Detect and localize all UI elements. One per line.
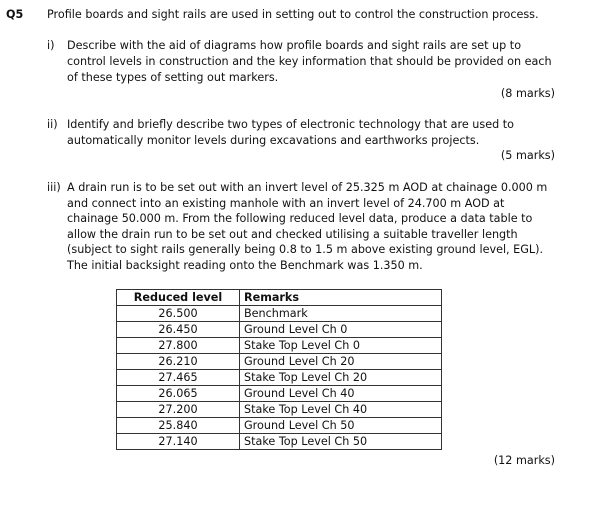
header-reduced-level: Reduced level [117, 290, 240, 306]
remarks-cell: Stake Top Level Ch 40 [240, 402, 442, 418]
reduced-level-cell: 27.200 [117, 402, 240, 418]
part-ii-marks: (5 marks) [500, 149, 555, 162]
part-iii-line-6: The initial backsight reading onto the Benchmark was 1.350 m. [67, 259, 423, 272]
remarks-cell: Benchmark [240, 306, 442, 322]
table-row [117, 434, 442, 450]
remarks-cell: Stake Top Level Ch 0 [240, 338, 442, 354]
table-row [117, 354, 442, 370]
part-iii-line-2: and connect into an existing manhole with an invert level of 24.700 m AOD at [67, 197, 505, 210]
part-iii-line-3: chainage 50.000 m. From the following reduced level data, produce a data table to [67, 212, 533, 225]
remarks-cell: Ground Level Ch 50 [240, 418, 442, 434]
part-ii-label: ii) [47, 118, 58, 131]
part-i-line-2: control levels in construction and the key information that should be provided on each [67, 55, 552, 68]
part-ii-line-2: automatically monitor levels during excavations and earthworks projects. [67, 134, 480, 147]
part-iii-label: iii) [47, 181, 61, 194]
remarks-cell: Ground Level Ch 20 [240, 354, 442, 370]
reduced-level-cell: 26.210 [117, 354, 240, 370]
part-i-line-1: Describe with the aid of diagrams how profile boards and sight rails are set up to [67, 39, 522, 52]
part-iii-line-1: A drain run is to be set out with an invert level of 25.325 m AOD at chainage 0.000 m [67, 181, 548, 194]
part-i-marks: (8 marks) [500, 87, 555, 100]
part-iii-line-5: (subject to sight rails generally being 0.8 to 1.5 m above existing ground level, EGL). [67, 243, 544, 256]
table-header-row [117, 290, 442, 306]
remarks-cell: Stake Top Level Ch 50 [240, 434, 442, 450]
part-iii-line-4: allow the drain run to be set out and checked utilising a suitable traveller length [67, 228, 518, 241]
table-row [117, 306, 442, 322]
remarks-cell: Stake Top Level Ch 20 [240, 370, 442, 386]
reduced-level-cell: 26.450 [117, 322, 240, 338]
table-row [117, 322, 442, 338]
reduced-level-cell: 26.065 [117, 386, 240, 402]
header-remarks: Remarks [240, 290, 442, 306]
table-row [117, 402, 442, 418]
remarks-cell: Ground Level Ch 40 [240, 386, 442, 402]
part-ii-line-1: Identify and briefly describe two types of electronic technology that are used to [67, 118, 514, 131]
reduced-level-cell: 27.140 [117, 434, 240, 450]
remarks-cell: Ground Level Ch 0 [240, 322, 442, 338]
table-row [117, 418, 442, 434]
reduced-level-cell: 27.465 [117, 370, 240, 386]
table-row [117, 370, 442, 386]
reduced-level-cell: 25.840 [117, 418, 240, 434]
table-row [117, 338, 442, 354]
part-iii-marks: (12 marks) [493, 454, 555, 467]
reduced-level-table [116, 289, 442, 450]
part-i-line-3: of these types of setting out markers. [67, 71, 279, 84]
table-row [117, 386, 442, 402]
reduced-level-cell: 26.500 [117, 306, 240, 322]
part-i-label: i) [47, 39, 55, 52]
question-number: Q5 [6, 8, 24, 21]
reduced-level-cell: 27.800 [117, 338, 240, 354]
question-intro: Profile boards and sight rails are used in setting out to control the construction process. [47, 8, 539, 21]
